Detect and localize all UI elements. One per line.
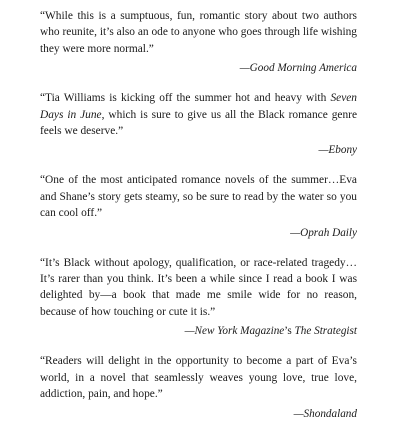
review-attribution: —Ebony: [318, 144, 357, 157]
review-attribution: [40, 323, 357, 339]
review-quote: [40, 90, 357, 139]
review-attribution: —Shondaland: [293, 407, 357, 420]
review-blurb-ebony: [40, 90, 357, 158]
review-blurb-oprah-daily: [40, 172, 357, 240]
review-attribution: —Oprah Daily: [290, 226, 357, 239]
review-quote: “Readers will delight in the opportunity to become a part of Eva’s world, in a novel that seamlessly weaves young love, true love, addiction, pain, and hope.”: [40, 355, 357, 401]
quote-text: “Tia Williams is kicking off the summer hot and heavy with: [40, 92, 331, 105]
publication-name: —New York Magazine: [184, 325, 285, 338]
review-blurb-shondaland: [40, 353, 357, 421]
review-quote: “While this is a sumptuous, fun, romantic story about two authors who reunite, it’s also an ode to anyone who goes through life wishing they were more normal.”: [40, 10, 357, 55]
column-name: The Strategist: [294, 325, 357, 338]
book-title: Seven Days in June: [40, 92, 357, 121]
review-attribution: —Good Morning America: [239, 62, 357, 75]
review-blurb-new-york-magazine: [40, 255, 357, 340]
review-quote: “It’s Black without apology, qualification, or race-related tragedy…It’s rarer than you think. It’s been a while since I read a book I was delighted by—a book that made me smile wide for no reason, because of how touching or cute it is.”: [40, 256, 357, 318]
review-quote: “One of the most anticipated romance novels of the summer…Eva and Shane’s story gets steamy, so be sure to read by the water so you can cool off.”: [40, 174, 357, 220]
quote-text: , which is sure to give us all the Black romance genre feels we deserve.”: [40, 108, 358, 138]
possessive: ’s: [284, 325, 295, 338]
review-blurb-good-morning-america: [40, 8, 357, 76]
